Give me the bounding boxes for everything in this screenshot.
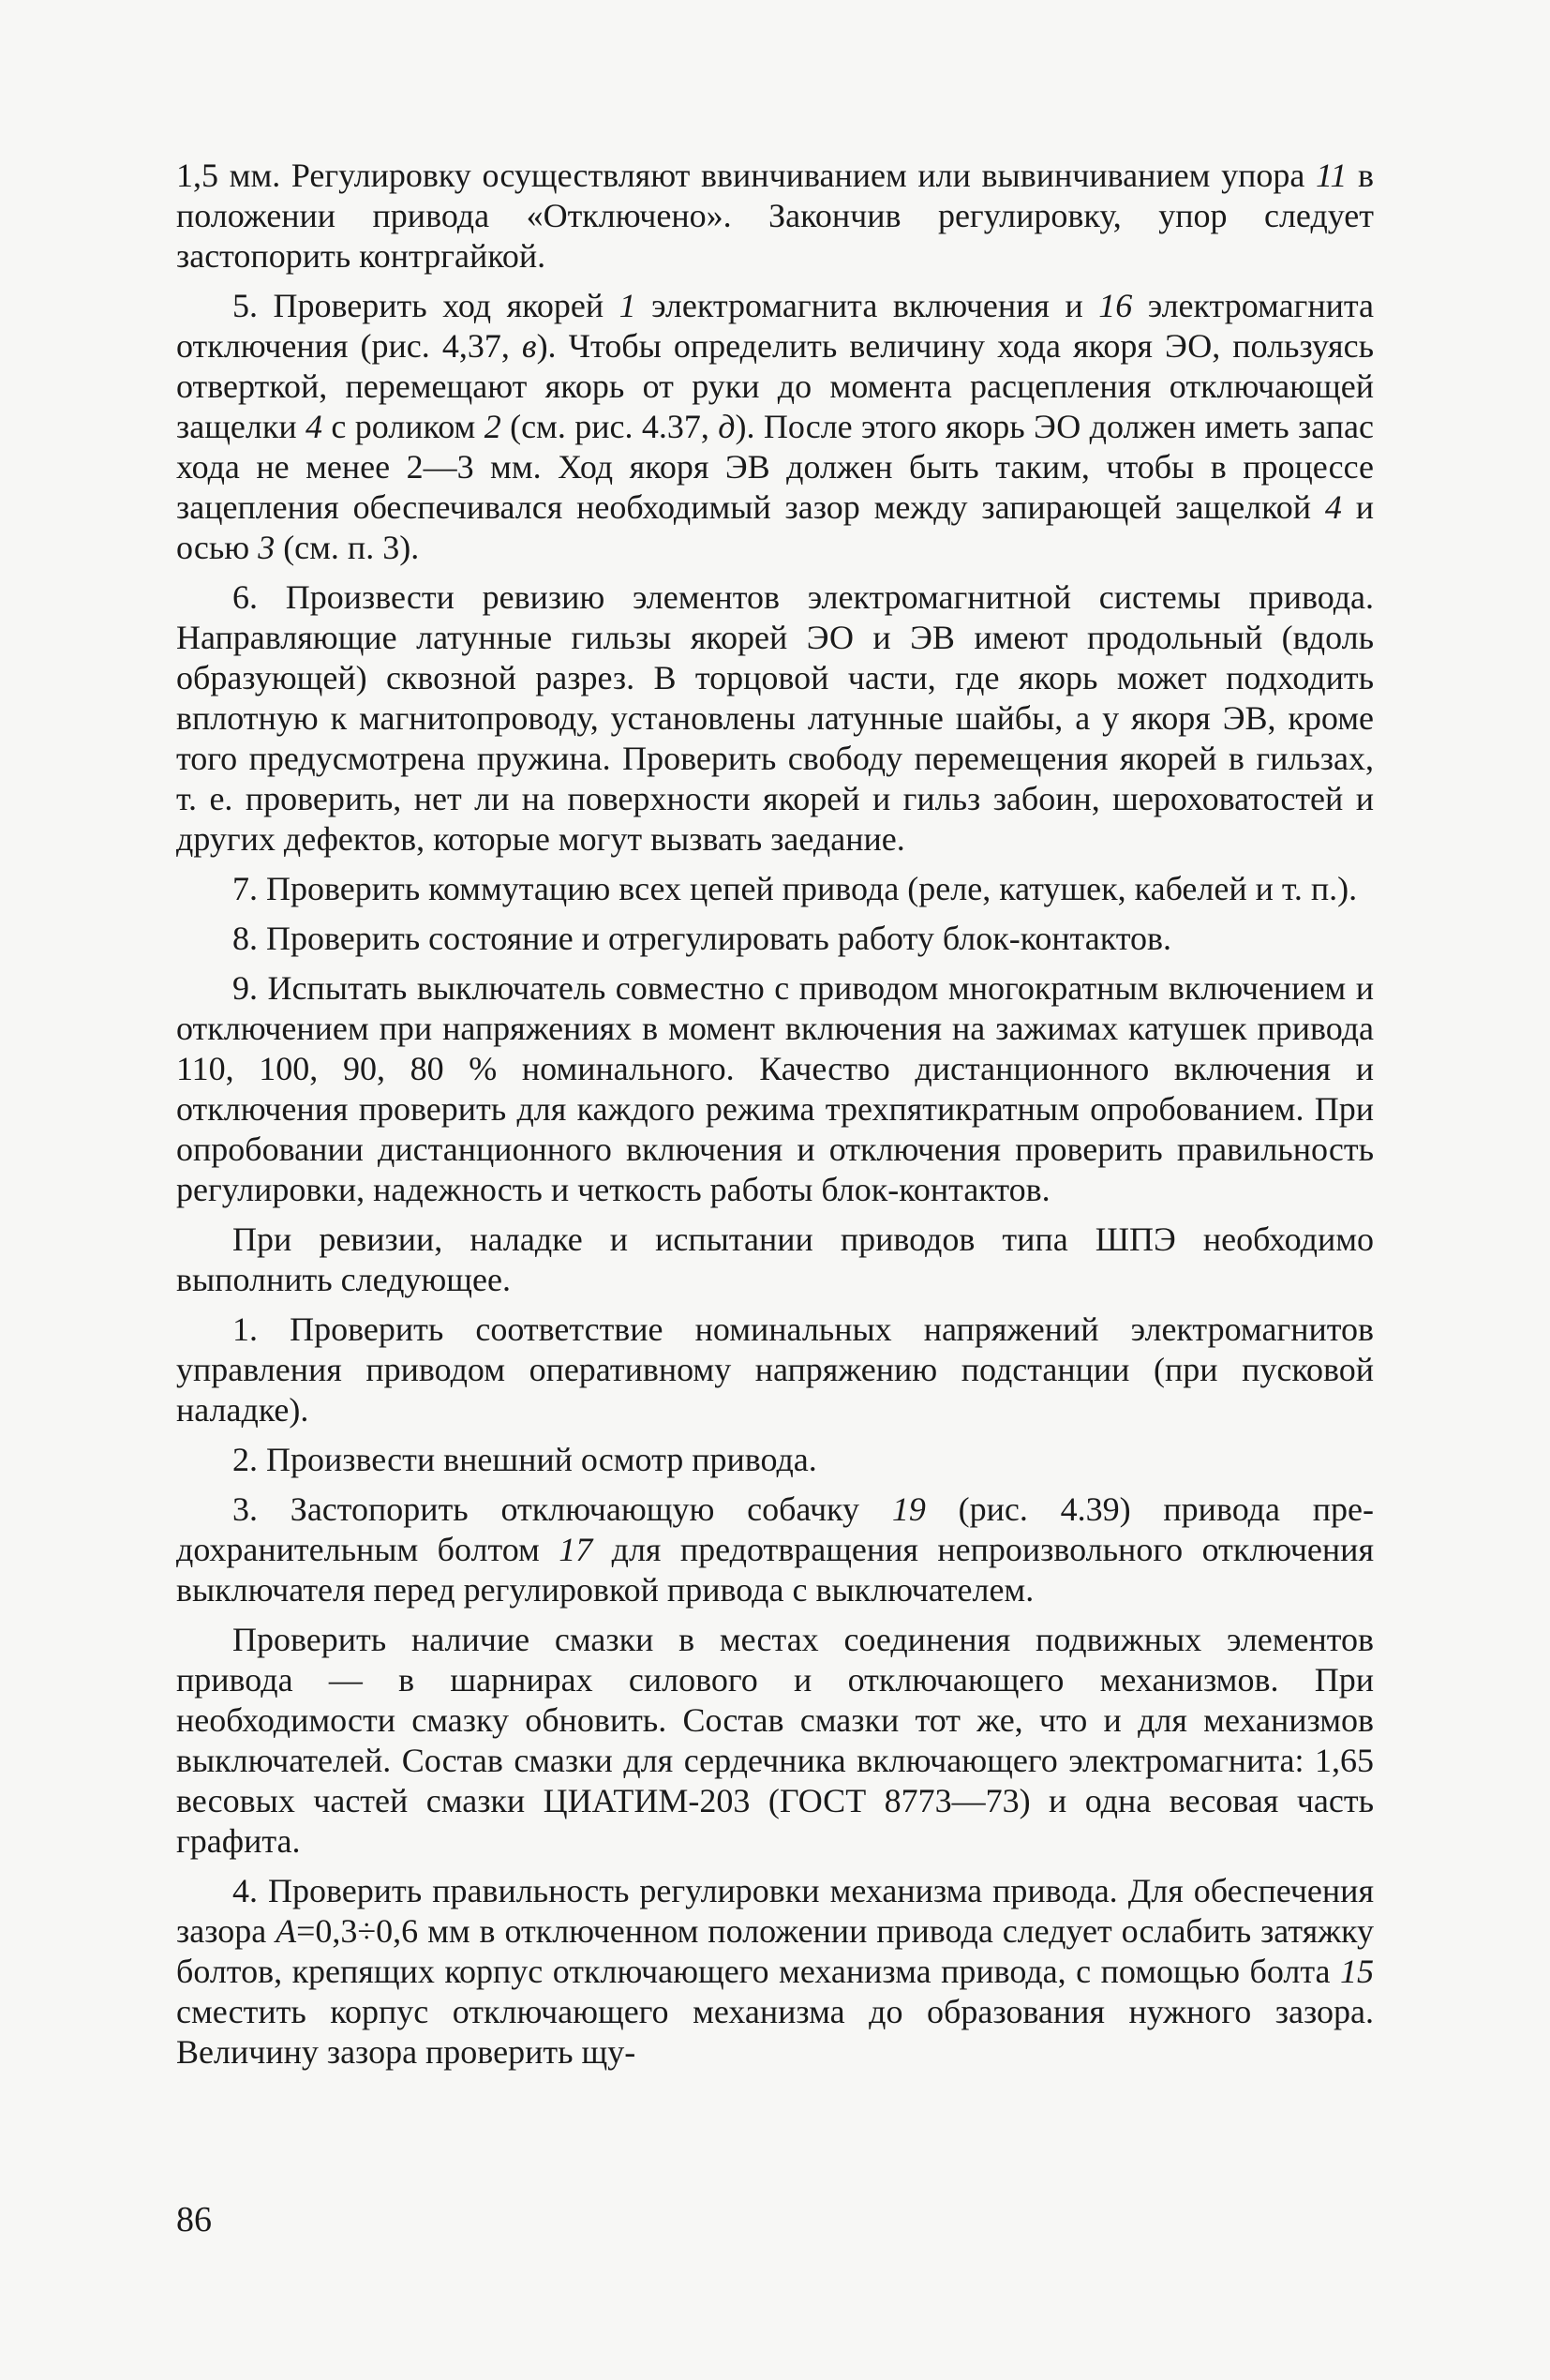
text-run: с роликом xyxy=(322,408,484,445)
reference-number: 15 xyxy=(1340,1953,1374,1990)
page-number: 86 xyxy=(176,2200,212,2239)
paragraph xyxy=(176,577,1374,860)
paragraph xyxy=(176,1310,1374,1430)
text-run: ). Чтобы определить величину хода якоря ЭО, пользуясь отверткой, перемещают якорь от руки до момента расцепления отключающей защелки xyxy=(176,327,1374,445)
paragraph xyxy=(176,286,1374,568)
paragraph xyxy=(176,1871,1374,2073)
reference-number: в xyxy=(521,327,537,365)
text-run: При ревизии, наладке и испытании приводов типа ШПЭ необходимо выполнить следующее. xyxy=(176,1220,1374,1298)
paragraph xyxy=(176,919,1374,959)
paragraph xyxy=(176,1220,1374,1300)
text-run: 7. Проверить коммутацию всех цепей привода (реле, катушек, кабелей и т. п.). xyxy=(232,870,1358,907)
reference-number: 2 xyxy=(484,408,501,445)
text-run: (см. рис. 4.37, xyxy=(500,408,719,445)
text-run: 8. Проверить состояние и отрегулировать работу блок-контактов. xyxy=(232,920,1172,957)
document-page xyxy=(176,156,1374,2082)
reference-number: 11 xyxy=(1316,157,1348,194)
reference-number: д xyxy=(718,408,736,445)
reference-number: 19 xyxy=(891,1490,926,1528)
text-run: 2. Произвести внешний осмотр привода. xyxy=(232,1441,817,1478)
text-run: для предотвращения непроизвольного отключения выключателя перед регулировкой привода с выключателем. xyxy=(176,1531,1374,1609)
reference-number: 4 xyxy=(306,408,323,445)
text-run: в положении привода «Отключено». Закончив регулировку, упор следует застопорить контргайкой. xyxy=(176,157,1375,275)
paragraph xyxy=(176,1489,1374,1610)
paragraph xyxy=(176,156,1374,277)
text-run: электромагнита включения и xyxy=(635,287,1099,324)
reference-number: 3 xyxy=(258,529,276,566)
reference-number: А xyxy=(276,1912,297,1950)
text-run: =0,3÷0,6 мм в отключенном положении привода следует ослабить затяжку болтов, крепящих корпус отключающего механизма привода, с помощью болта xyxy=(176,1912,1375,1990)
reference-number: 17 xyxy=(559,1531,593,1568)
paragraph xyxy=(176,968,1374,1210)
text-run: сместить корпус отключающего механизма до образования нужного зазора. Величину зазора проверить щу- xyxy=(176,1993,1374,2071)
text-run: Проверить наличие смазки в местах соединения подвижных элементов привода — в шарнирах силового и отключающего механизмов. При необходимости смазку обновить. Состав смазки тот же, что и для механизмов выключателей. Состав смазки для сердечника включающего электромагнита: 1,65 весовых частей смазки ЦИАТИМ-203 (ГОСТ 8773—73) и одна весовая часть графита. xyxy=(176,1621,1374,1860)
text-run: 4. Проверить правильность регулировки механизма привода. Для обеспечения зазора xyxy=(176,1872,1374,1950)
reference-number: 4 xyxy=(1324,488,1342,526)
paragraph xyxy=(176,869,1374,909)
paragraph xyxy=(176,1440,1374,1480)
text-run: 5. Проверить ход якорей xyxy=(232,287,619,324)
reference-number: 16 xyxy=(1098,287,1133,324)
text-run: (рис. 4.39) привода предохранительным болтом xyxy=(176,1490,1374,1568)
text-run: ). После этого якорь ЭО должен иметь запас хода не менее 2—3 мм. Ход якоря ЭВ должен быть таким, чтобы в процессе зацепления обеспечивался необходимый зазор между запирающей защелкой xyxy=(176,408,1374,526)
text-run: 9. Испытать выключатель совместно с приводом многократным включением и отключением при напряжениях в момент включения на зажимах катушек привода 110, 100, 90, 80 % номинального. Качество дистанционного включения и отключения проверить для каждого режима трехпятикратным опробованием. При опробовании дистанционного включения и отключения проверить правильность регулировки, надежность и четкость работы блок-контактов. xyxy=(176,969,1374,1208)
text-run: 1. Проверить соответствие номинальных напряжений электромагнитов управления приводом оперативному напряжению подстанции (при пусковой наладке). xyxy=(176,1310,1374,1429)
text-run: 1,5 мм. Регулировку осуществляют ввинчиванием или вывинчиванием упора xyxy=(176,157,1317,194)
text-run: 6. Произвести ревизию элементов электромагнитной системы привода. Направляющие латунные гильзы якорей ЭО и ЭВ имеют продольный (вдоль образующей) сквозной разрез. В торцовой части, где якорь может подходить вплотную к магнитопроводу, установлены латунные шайбы, а у якоря ЭВ, кроме того предусмотрена пружина. Проверить свободу перемещения якорей в гильзах, т. е. проверить, нет ли на поверхности якорей и гильз забоин, шероховатостей и других дефектов, которые могут вызвать заедание. xyxy=(176,578,1374,858)
text-run: 3. Застопорить отключающую собачку xyxy=(232,1490,892,1528)
reference-number: 1 xyxy=(619,287,636,324)
paragraph xyxy=(176,1620,1374,1862)
text-run: (см. п. 3). xyxy=(275,529,420,566)
text-run: электромагнита отключения (рис. 4,37, xyxy=(176,287,1374,365)
text-run: и осью xyxy=(176,488,1374,566)
